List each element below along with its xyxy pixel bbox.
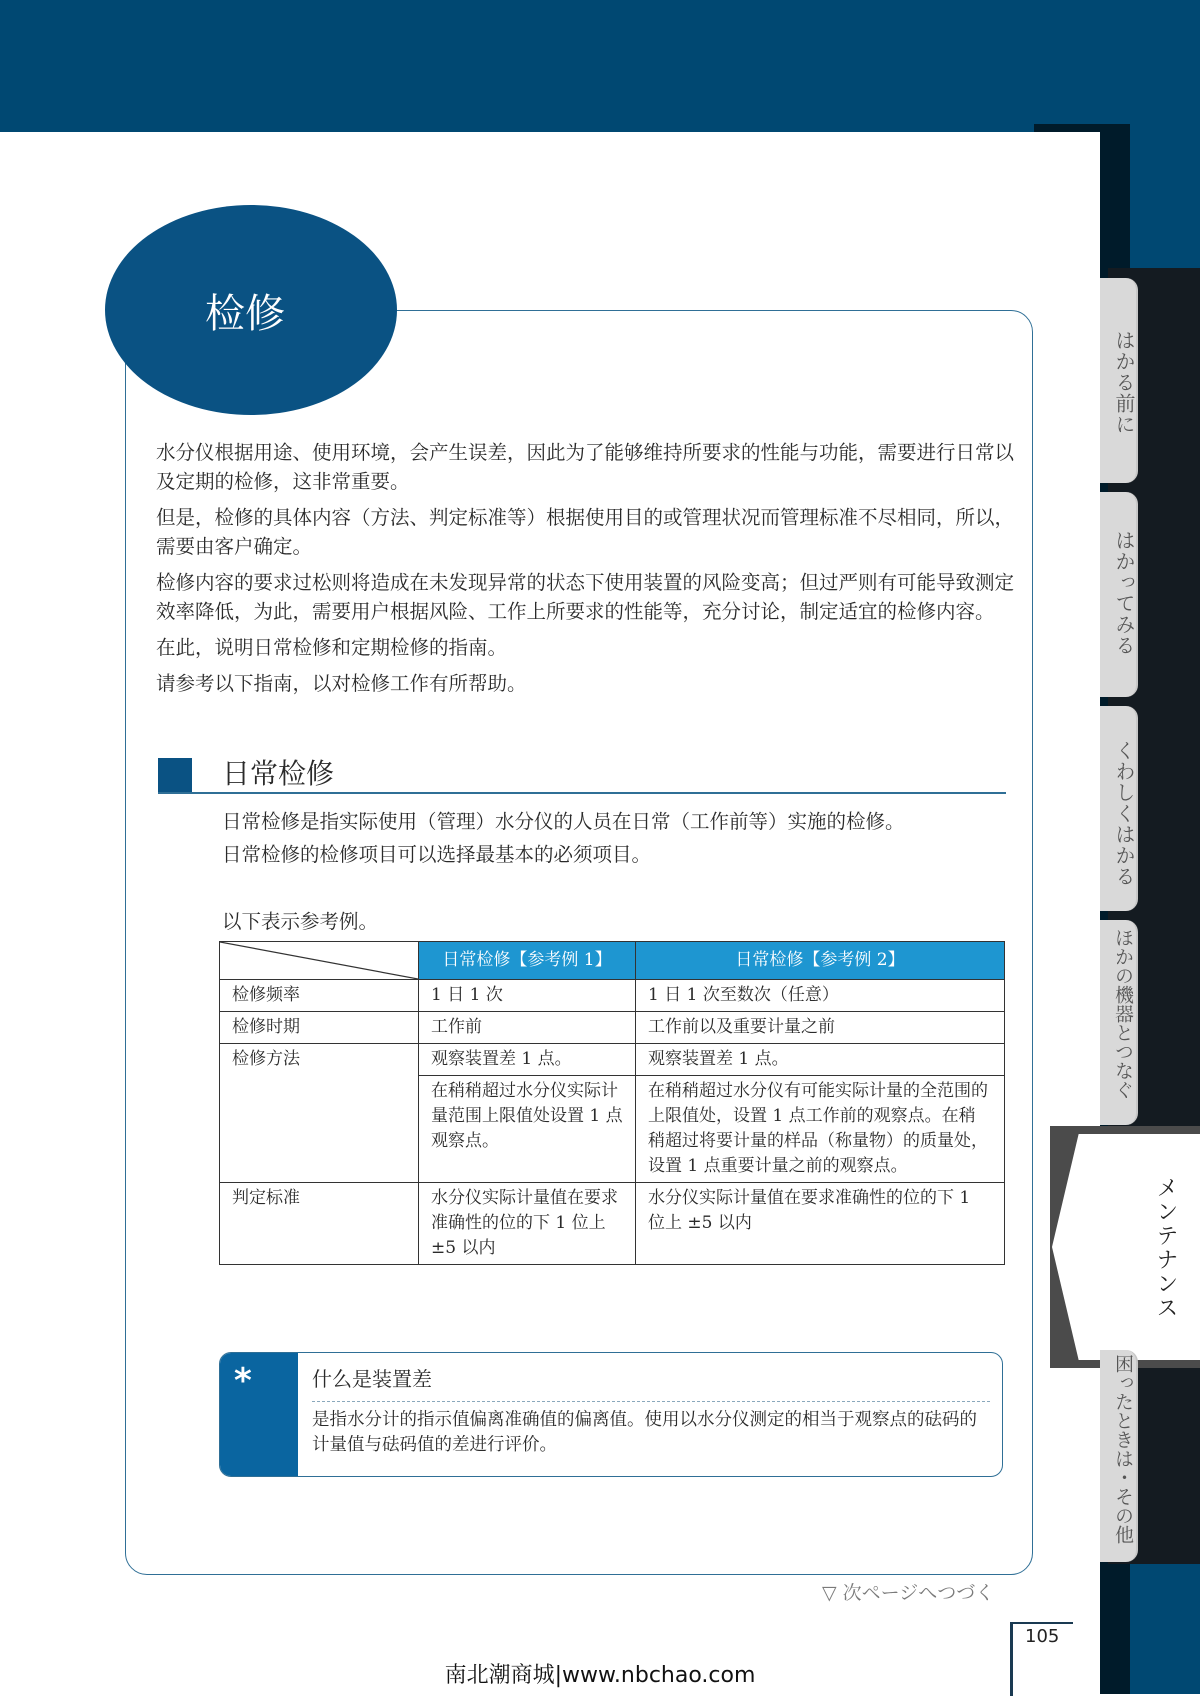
tab-label: ほかの機器とつなぐ [1112,928,1134,1099]
table-cell: 在稍稍超过水分仪实际计量范围上限值处设置 1 点观察点。 [419,1076,636,1183]
intro-paragraph: 但是，检修的具体内容（方法、判定标准等）根据使用目的或管理状况而管理标准不尽相同，所以，需要由客户确定。 [156,506,1015,558]
table-row [220,1044,1005,1076]
intro-paragraph: 检修内容的要求过松则将造成在未发现异常的状态下使用装置的风险变高；但过严则有可能导致测定效率降低，为此，需要用户根据风险、工作上所要求的性能等，充分讨论，制定适宜的检修内容。 [156,571,1015,623]
tab-label: 困ったときは・その他 [1112,1354,1134,1544]
tab-label: はかってみる [1112,530,1136,656]
row-label: 检修时期 [220,1012,419,1044]
intro-text [156,438,1016,705]
table-row [220,980,1005,1012]
section-title: 日常检修 [222,757,335,790]
table-cell: 1 日 1 次 [419,980,636,1012]
section-body [222,805,1002,871]
table-cell: 水分仪实际计量值在要求准确性的位的下 1 位上 ±5 以内 [419,1183,636,1265]
chapter-title-badge [105,205,397,415]
example-intro: 以下表示参考例。 [222,910,379,933]
continued-notice: ▽ 次ページへつづく [822,1582,995,1604]
note-divider [312,1401,990,1402]
section-line: 日常检修的检修项目可以选择最基本的必须项目。 [222,843,652,866]
intro-paragraph: 在此，说明日常检修和定期检修的指南。 [156,636,508,659]
table-cell: 水分仪实际计量值在要求准确性的位的下 1 位上 ±5 以内 [636,1183,1005,1265]
table-cell: 工作前 [419,1012,636,1044]
row-label: 判定标准 [220,1183,419,1265]
note-box [219,1352,1003,1477]
note-title: 什么是装置差 [312,1367,432,1391]
intro-paragraph: 请参考以下指南，以对检修工作有所帮助。 [156,672,527,695]
intro-paragraph: 水分仪根据用途、使用环境，会产生误差，因此为了能够维持所要求的性能与功能，需要进行日常以及定期的检修，这非常重要。 [156,441,1015,493]
section-rule [158,792,1006,794]
top-banner [0,0,1200,132]
tab-label: くわしくはかる [1112,740,1136,887]
page-number: 105 [1025,1626,1060,1647]
table-header-row [220,942,1005,980]
table-row [220,1183,1005,1265]
footer-watermark: 南北潮商城|www.nbchao.com [444,1663,756,1688]
section-line: 日常检修是指实际使用（管理）水分仪的人员在日常（工作前等）实施的检修。 [222,810,905,833]
table-corner-cell [220,942,419,980]
table-cell: 在稍稍超过水分仪有可能实际计量的全范围的上限值处，设置 1 点工作前的观察点。在稍稍超过将要计量的样品（称量物）的质量处，设置 1 点重要计量之前的观察点。 [636,1076,1005,1183]
table-cell: 工作前以及重要计量之前 [636,1012,1005,1044]
column-header: 日常检修【参考例 1】 [419,942,636,980]
table-cell: 观察装置差 1 点。 [419,1044,636,1076]
active-tab-label: メンテナンス [1153,1176,1178,1320]
table-row [220,1012,1005,1044]
tab-label: はかる前に [1112,330,1136,435]
row-label: 检修方法 [220,1044,419,1183]
asterisk-icon: * [234,1361,252,1401]
note-text: 是指水分计的指示值偏离准确值的偏离值。使用以水分仪测定的相当于观察点的砝码的计量值与砝码值的差进行评价。 [312,1410,977,1455]
reference-table [219,941,1005,1265]
chapter-title: 检修 [205,290,285,337]
diagonal-line [220,942,418,979]
column-header: 日常检修【参考例 2】 [636,942,1005,980]
table-cell: 1 日 1 次至数次（任意） [636,980,1005,1012]
note-sidebar [220,1353,298,1476]
row-label: 检修频率 [220,980,419,1012]
table-cell: 观察装置差 1 点。 [636,1044,1005,1076]
section-marker [158,758,192,792]
